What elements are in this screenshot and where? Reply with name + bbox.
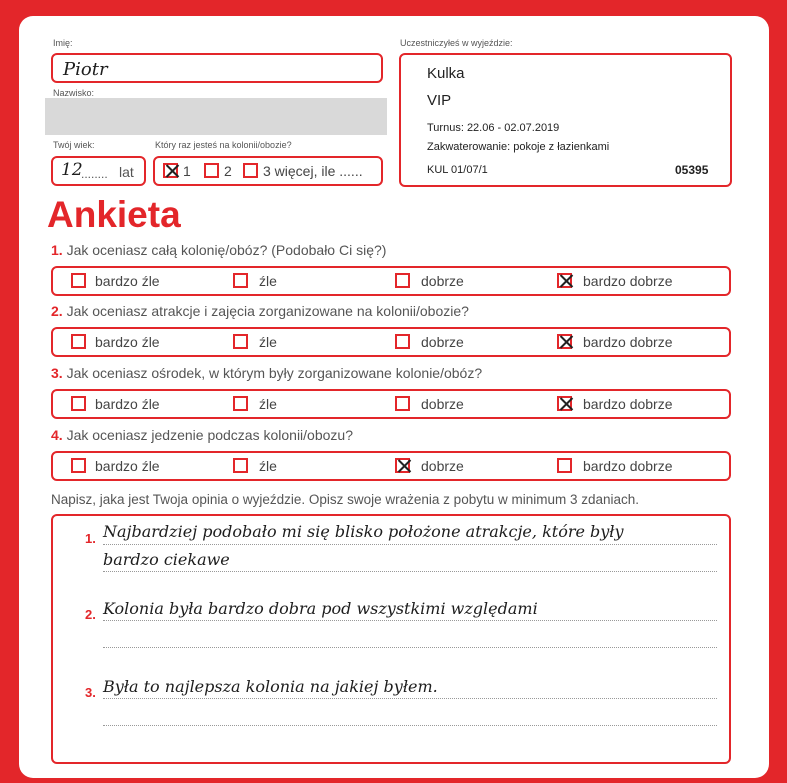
redacted-surname (45, 98, 387, 135)
q2-checkbox-zle[interactable] (233, 334, 248, 349)
q2-option-label: bardzo źle (95, 334, 160, 350)
q4-option-label: bardzo dobrze (583, 458, 673, 474)
q3-checkbox-bardzo-zle[interactable] (71, 396, 86, 411)
which-time-option-3: 3 więcej, ile ...... (263, 163, 363, 179)
q4-checkbox-dobrze[interactable] (395, 458, 410, 473)
ruled-line (103, 698, 717, 699)
question-4-answers (51, 451, 731, 481)
question-1: 1. Jak oceniasz całą kolonię/obóz? (Podobało Ci się?) (51, 242, 387, 258)
q3-option-label: bardzo dobrze (583, 396, 673, 412)
q3-checkbox-dobrze[interactable] (395, 396, 410, 411)
q1-checkbox-bardzo-dobrze[interactable] (557, 273, 572, 288)
q4-option-label: źle (259, 458, 277, 474)
question-2-answers (51, 327, 731, 357)
q1-option-label: bardzo dobrze (583, 273, 673, 289)
which-time-checkbox-2[interactable] (204, 163, 219, 178)
participant-label: Uczestniczyłeś w wyjeździe: (400, 38, 513, 48)
which-time-option-1: 1 (183, 163, 191, 179)
age-unit: lat (119, 164, 134, 180)
q2-checkbox-dobrze[interactable] (395, 334, 410, 349)
camp-type: VIP (427, 92, 452, 109)
q2-option-label: dobrze (421, 334, 464, 350)
survey-title: Ankieta (47, 194, 181, 235)
answer-2-line-1: Kolonia była bardzo dobra pod wszystkimi względami (103, 599, 538, 618)
question-1-answers (51, 266, 731, 296)
name-value: Piotr (63, 59, 108, 80)
q3-option-label: źle (259, 396, 277, 412)
q2-option-label: bardzo dobrze (583, 334, 673, 350)
which-time-option-2: 2 (224, 163, 232, 179)
survey-sheet (19, 16, 769, 778)
camp-name: Kulka (427, 65, 465, 82)
ruled-line (103, 725, 717, 726)
q4-option-label: bardzo źle (95, 458, 160, 474)
question-3: 3. Jak oceniasz ośrodek, w którym były zorganizowane kolonie/obóz? (51, 365, 483, 381)
q4-checkbox-bardzo-dobrze[interactable] (557, 458, 572, 473)
name-label: Imię: (53, 38, 73, 48)
ruled-line (103, 620, 717, 621)
which-time-checkbox-1[interactable] (163, 163, 178, 178)
q3-checkbox-bardzo-dobrze[interactable] (557, 396, 572, 411)
ruled-line (103, 544, 717, 545)
q3-option-label: bardzo źle (95, 396, 160, 412)
q2-checkbox-bardzo-zle[interactable] (71, 334, 86, 349)
q1-checkbox-dobrze[interactable] (395, 273, 410, 288)
q1-checkbox-bardzo-zle[interactable] (71, 273, 86, 288)
answer-3-number: 3. (85, 685, 96, 700)
answer-3-line-1: Była to najlepsza kolonia na jakiej byłem. (103, 677, 438, 696)
age-value: 12 (61, 160, 83, 180)
q4-option-label: dobrze (421, 458, 464, 474)
age-field[interactable] (51, 156, 146, 186)
q3-checkbox-zle[interactable] (233, 396, 248, 411)
age-dots: ........ (81, 167, 108, 181)
surname-label: Nazwisko: (53, 88, 95, 98)
which-time-label: Który raz jesteś na kolonii/obozie? (155, 140, 292, 150)
ruled-line (103, 571, 717, 572)
q1-option-label: bardzo źle (95, 273, 160, 289)
q2-option-label: źle (259, 334, 277, 350)
zakwaterowanie: Zakwaterowanie: pokoje z łazienkami (427, 141, 610, 153)
answer-1-line-2: bardzo ciekawe (103, 550, 230, 569)
answer-1-number: 1. (85, 531, 96, 546)
turnus: Turnus: 22.06 - 02.07.2019 (427, 122, 560, 134)
name-field[interactable] (51, 53, 383, 83)
ruled-line (103, 647, 717, 648)
q1-checkbox-zle[interactable] (233, 273, 248, 288)
q4-checkbox-zle[interactable] (233, 458, 248, 473)
camp-code: KUL 01/07/1 (427, 164, 488, 176)
answer-2-number: 2. (85, 607, 96, 622)
question-3-answers (51, 389, 731, 419)
q1-option-label: dobrze (421, 273, 464, 289)
opinion-prompt: Napisz, jaka jest Twoja opinia o wyjeździe. Opisz swoje wrażenia z pobytu w minimum 3 zdaniach. (51, 492, 640, 507)
question-4: 4. Jak oceniasz jedzenie podczas kolonii/obozu? (51, 427, 353, 443)
which-time-checkbox-3[interactable] (243, 163, 258, 178)
which-time-field (153, 156, 383, 186)
camp-number: 05395 (675, 163, 709, 177)
question-2: 2. Jak oceniasz atrakcje i zajęcia zorganizowane na kolonii/obozie? (51, 303, 469, 319)
q1-option-label: źle (259, 273, 277, 289)
q4-checkbox-bardzo-zle[interactable] (71, 458, 86, 473)
q3-option-label: dobrze (421, 396, 464, 412)
q2-checkbox-bardzo-dobrze[interactable] (557, 334, 572, 349)
answer-1-line-1: Najbardziej podobało mi się blisko położone atrakcje, które były (103, 522, 624, 541)
age-label: Twój wiek: (53, 140, 95, 150)
